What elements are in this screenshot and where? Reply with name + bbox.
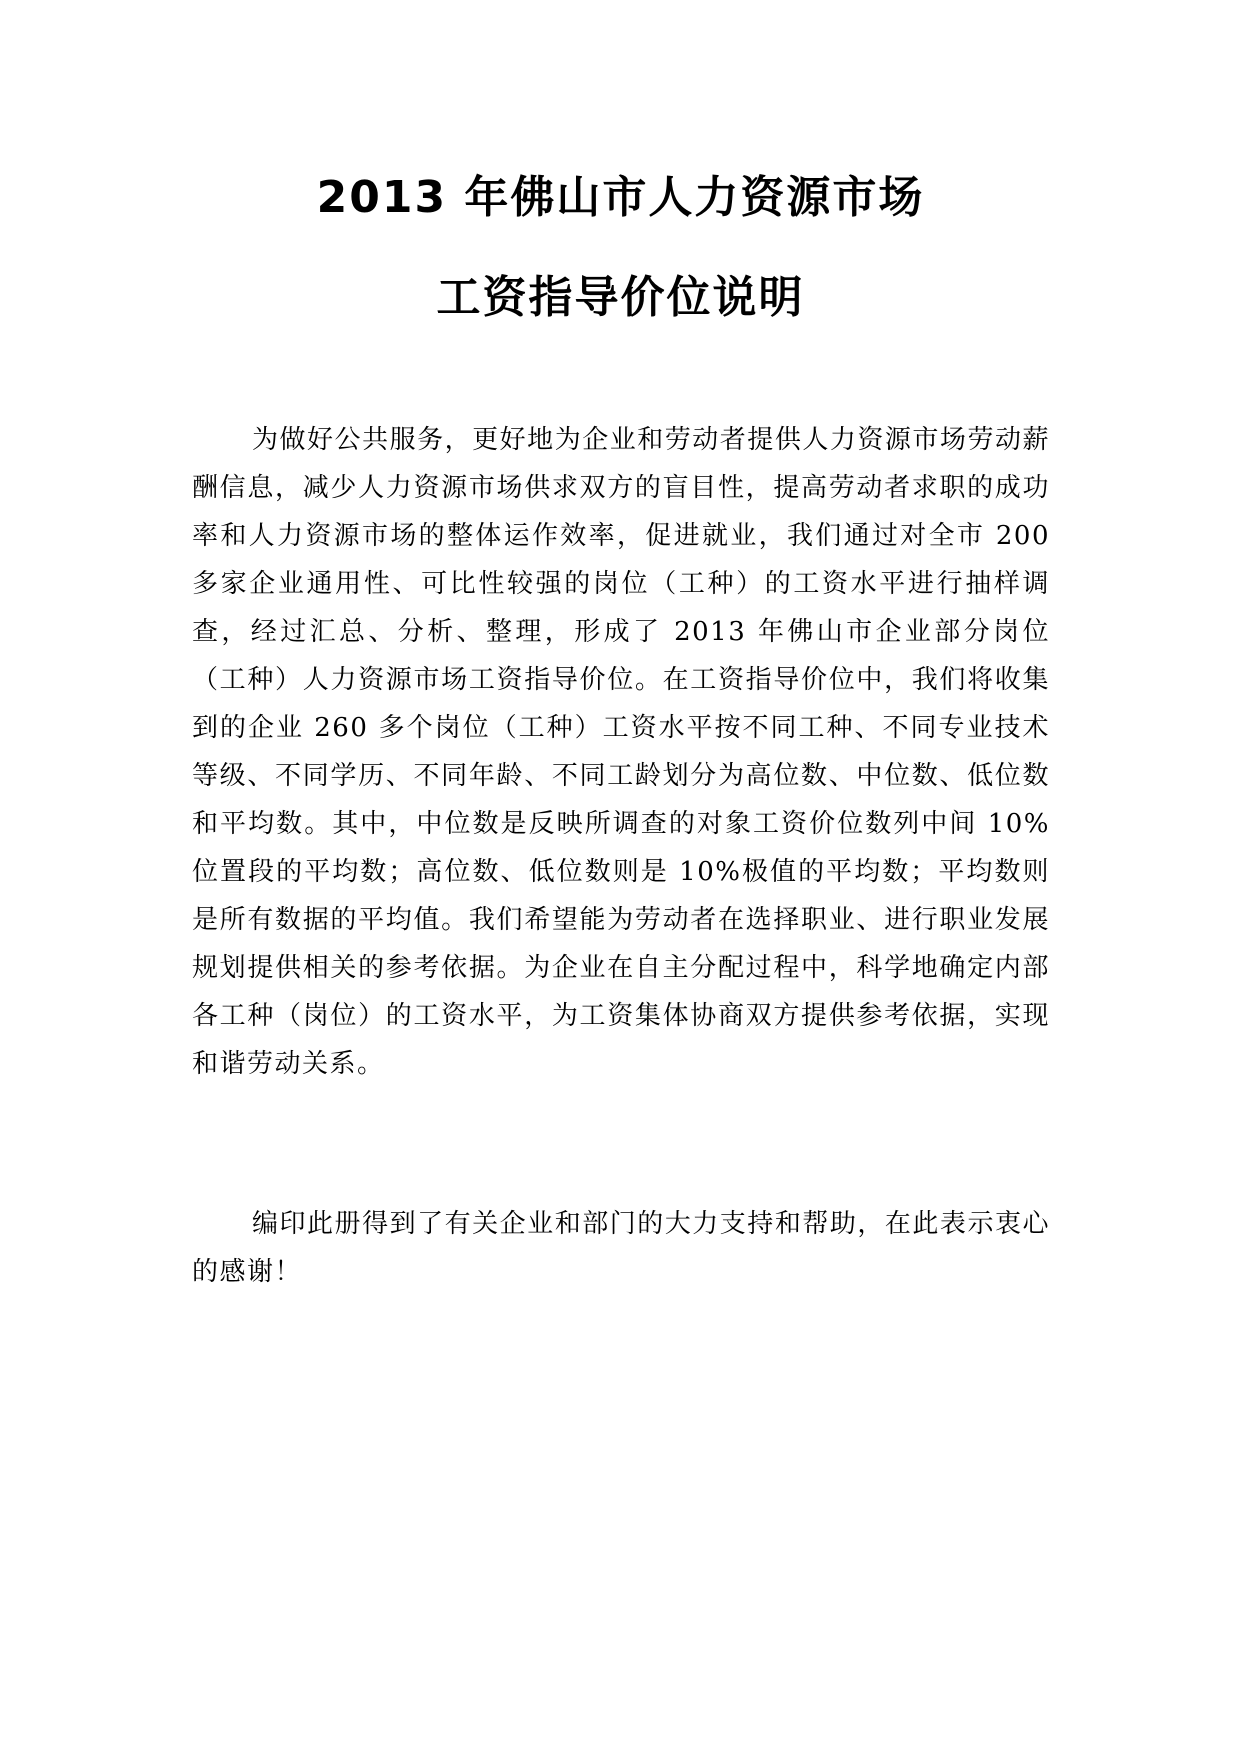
document-title-line-2: 工资指导价位说明 — [436, 272, 805, 323]
body-paragraph-thanks: 编印此册得到了有关企业和部门的大力支持和帮助，在此表示衷心的感谢！ — [192, 1209, 1050, 1287]
document-title-line-1: 2013 年佛山市人力资源市场 — [316, 172, 925, 223]
body-paragraph-intro: 为做好公共服务，更好地为企业和劳动者提供人力资源市场劳动薪酬信息，减少人力资源市场供求双方的盲目性，提高劳动者求职的成功率和人力资源市场的整体运作效率，促进就业，我们通过对全市 200 多家企业通用性、可比性较强的岗位（工种）的工资水平进行抽样调查，经过汇总、分析、整理，形成了 2013 年佛山市企业部分岗位（工种）人力资源市场工资指导价位。在工资指导价位中，我们将收集到的企业 260 多个岗位（工种）工资水平按不同工种、不同专业技术等级、不同学历、不同年龄、不同工龄划分为高位数、中位数、低位数和平均数。其中，中位数是反映所调查的对象工资价位数列中间 10%位置段的平均数；高位数、低位数则是 10%极值的平均数；平均数则是所有数据的平均值。我们希望能为劳动者在选择职业、进行职业发展规划提供相关的参考依据。为企业在自主分配过程中，科学地确定内部各工种（岗位）的工资水平，为工资集体协商双方提供参考依据，实现和谐劳动关系。 — [192, 425, 1050, 1079]
